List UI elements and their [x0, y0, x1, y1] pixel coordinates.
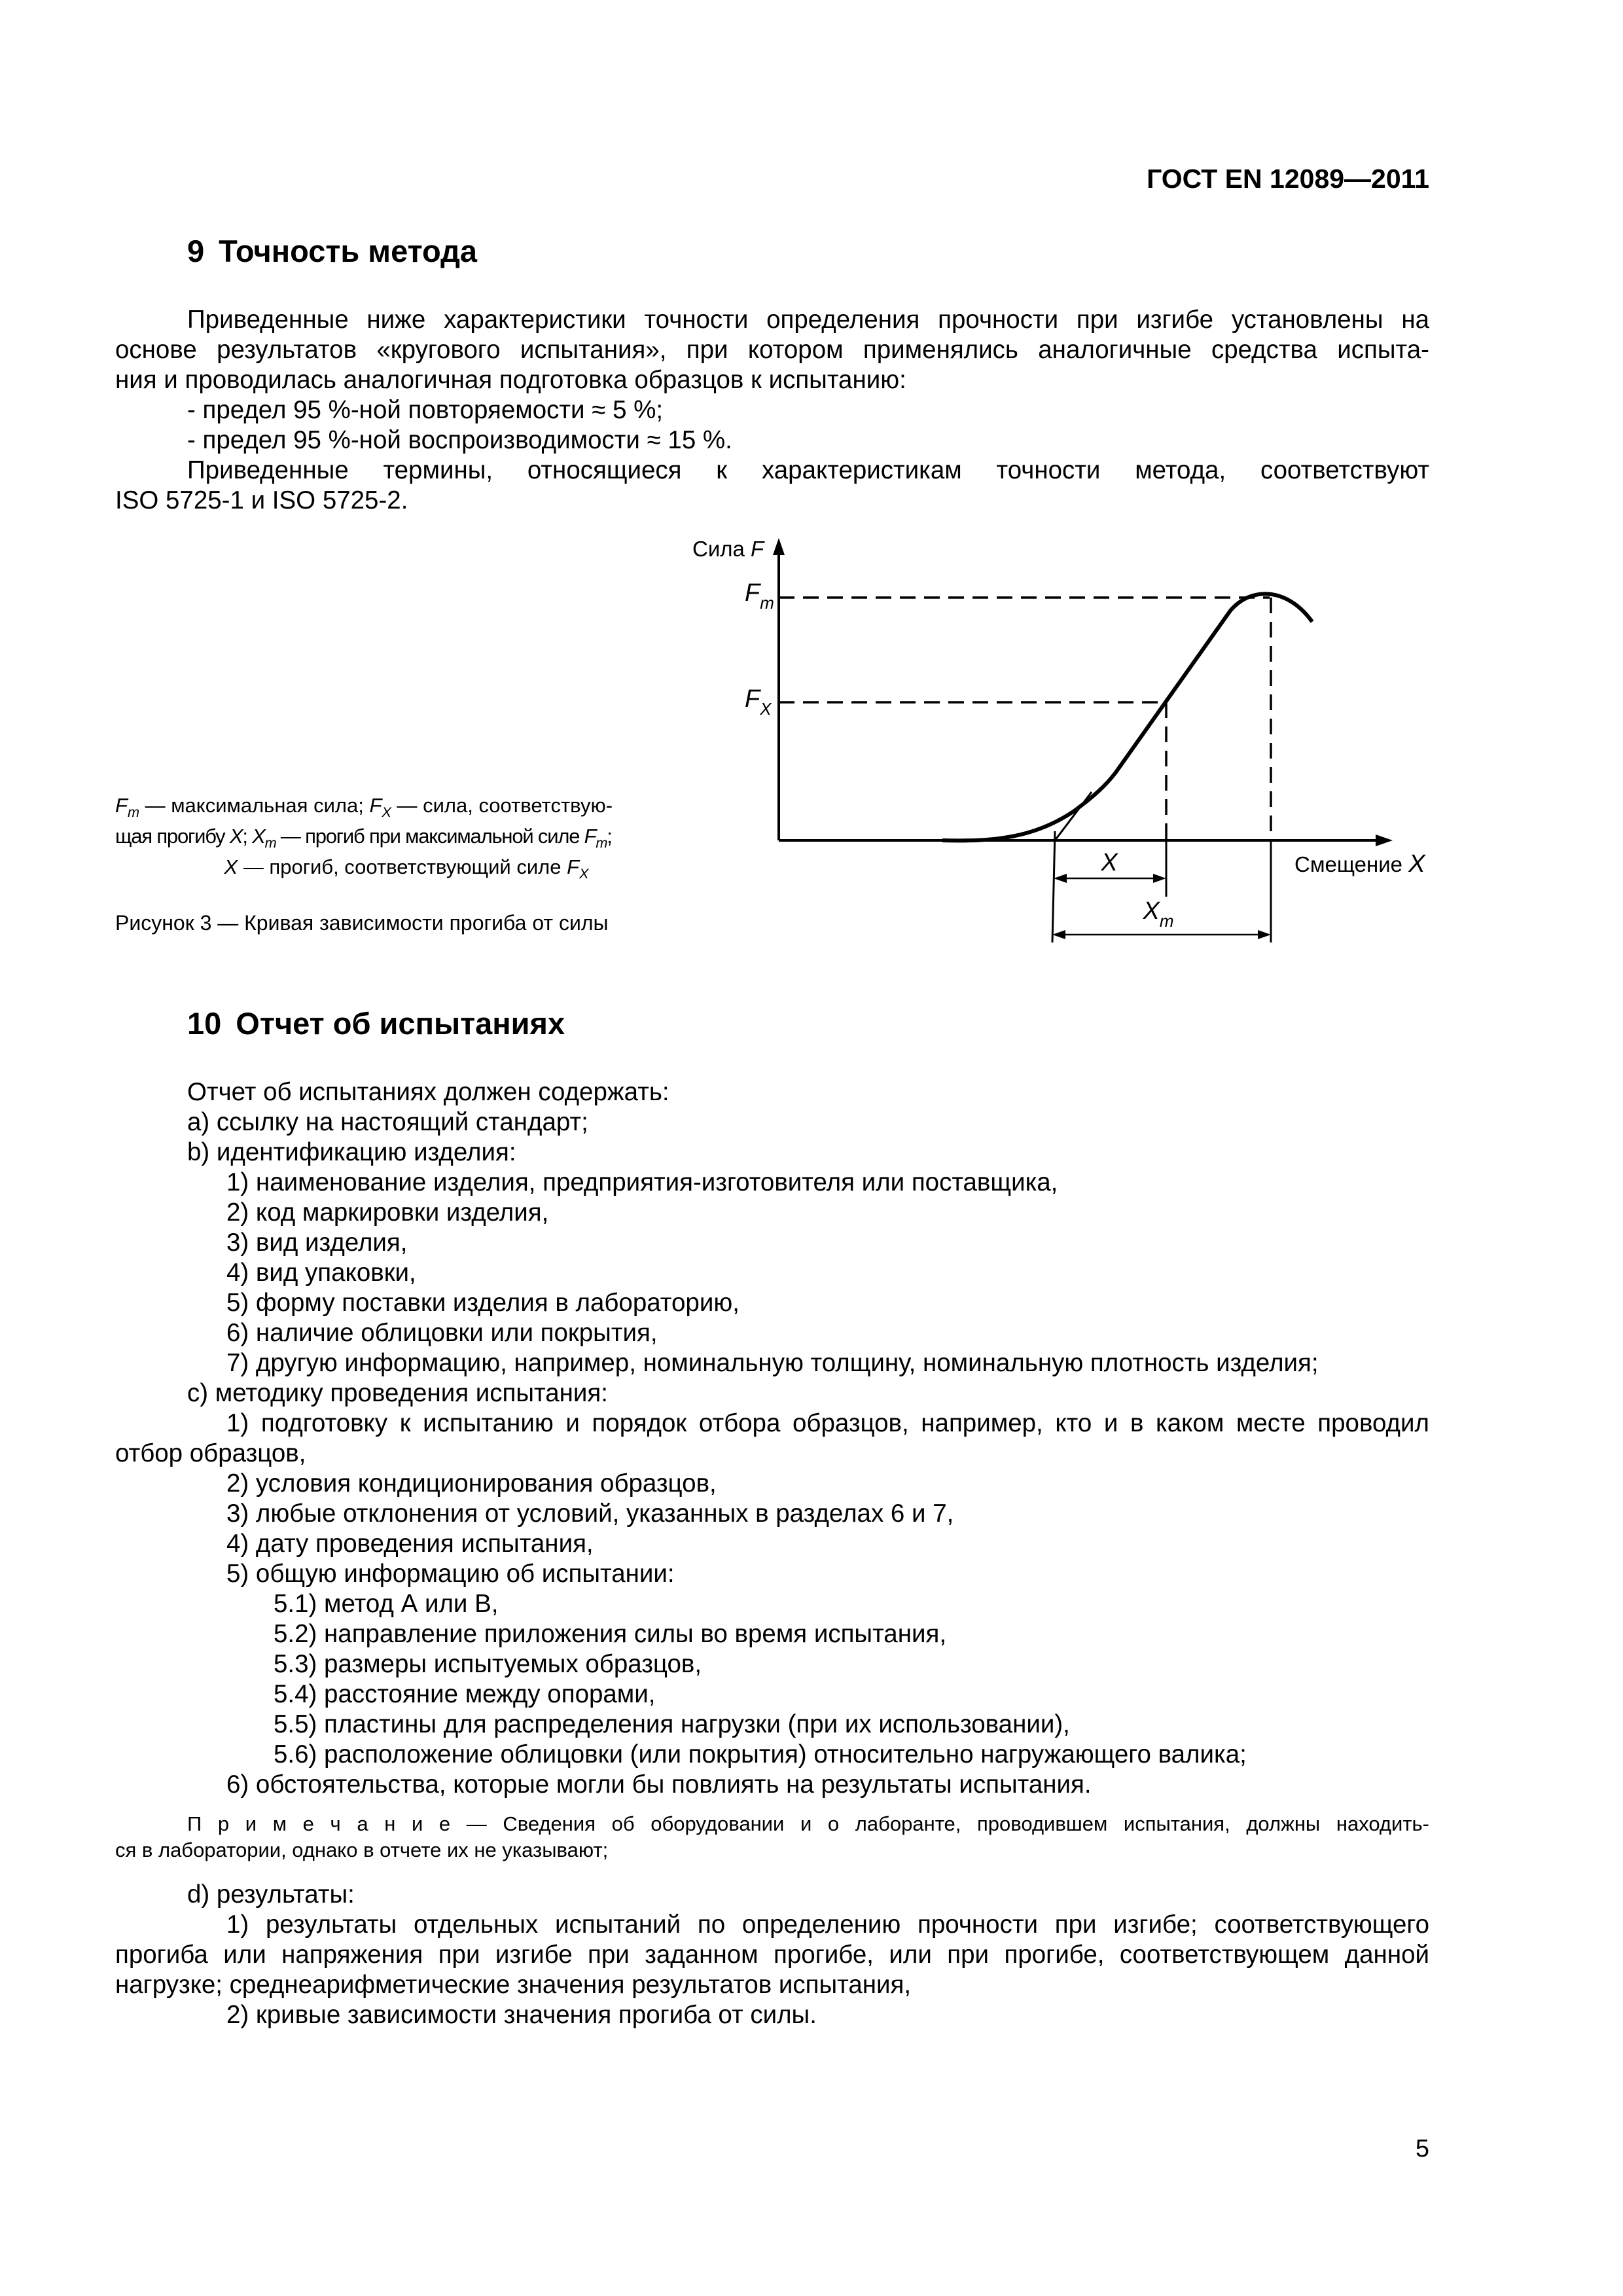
s10-item-c5-5: 5.5) пластины для распределения нагрузки (при их использовании), [274, 1710, 1070, 1738]
s10-item-d: d) результаты: [187, 1880, 355, 1909]
section-10-number: 10 [187, 1006, 222, 1041]
s9-item-repeatability: - предел 95 %-ной повторяемости ≈ 5 %; [187, 396, 664, 424]
s10-item-c4: 4) дату проведения испытания, [226, 1530, 594, 1558]
legend-line-1: $F_m$ — максимальная сила; $F_X$ — сила, соответствую- [115, 794, 613, 821]
s10-item-d1-line1: 1) результаты отдельных испытаний по определению прочности при изгибе; соответствующего [226, 1910, 1429, 1939]
section-9-heading [187, 233, 477, 269]
s10-item-b6: 6) наличие облицовки или покрытия, [226, 1319, 658, 1347]
s10-item-d1-line3: нагрузке; среднеарифметические значения результатов испытания, [115, 1971, 912, 1999]
s9-p1-line1: Приведенные ниже характеристики точности определения прочности при изгибе установлены на [187, 306, 1429, 334]
s10-item-c3: 3) любые отклонения от условий, указанных в разделах 6 и 7, [226, 1499, 954, 1528]
s10-item-b5: 5) форму поставки изделия в лабораторию, [226, 1289, 740, 1317]
s10-note-line1 [187, 1812, 1429, 1837]
x-dimension-arrow-left [1054, 874, 1067, 883]
xm-dimension-arrow-right [1258, 930, 1271, 939]
x-axis-arrow [1376, 834, 1393, 846]
s10-item-d2: 2) кривые зависимости значения прогиба от силы. [226, 2001, 817, 2029]
s10-item-c: c) методику проведения испытания: [187, 1379, 608, 1407]
origin-extension-line [1052, 831, 1055, 942]
s10-item-c5-4: 5.4) расстояние между опорами, [274, 1680, 656, 1708]
s10-item-c5-2: 5.2) направление приложения силы во время испытания, [274, 1620, 947, 1648]
s10-item-b7: 7) другую информацию, например, номинальную толщину, номинальную плотность изделия; [226, 1349, 1319, 1377]
s10-item-a: а) ссылку на настоящий стандарт; [187, 1108, 588, 1136]
s10-item-c2: 2) условия кондиционирования образцов, [226, 1469, 717, 1498]
standard-code: ГОСТ EN 12089—2011 [1147, 164, 1429, 194]
xm-dimension-label: $X_m$ [1143, 897, 1174, 931]
note-label: П р и м е ч а н и е [187, 1812, 451, 1835]
x-axis-label: Смещение X [1294, 850, 1425, 878]
s10-item-c1-line2: отбор образцов, [115, 1439, 306, 1467]
s10-intro: Отчет об испытаниях должен содержать: [187, 1078, 669, 1106]
s9-p1-line3: ния и проводилась аналогичная подготовка образцов к испытанию: [115, 366, 906, 394]
s9-item-reproducibility: - предел 95 %-ной воспроизводимости ≈ 15 %. [187, 426, 732, 454]
s10-item-b2: 2) код маркировки изделия, [226, 1198, 549, 1227]
section-10-heading [187, 1005, 565, 1041]
s10-item-d1-line2: прогиба или напряжения при изгибе при заданном прогибе, или при прогибе, соответствующем данной [115, 1941, 1429, 1969]
s10-item-b3: 3) вид изделия, [226, 1229, 408, 1257]
s10-item-c5-1: 5.1) метод А или В, [274, 1590, 499, 1618]
figure-legend [115, 793, 698, 886]
fx-label: $F_X$ [745, 685, 772, 719]
s9-p1-line2: основе результатов «кругового испытания», при котором применялись аналогичные средства испыта- [115, 336, 1429, 364]
note-line1-text: — Сведения об оборудовании и о лаборанте, проводившем испытания, должны находить- [450, 1812, 1429, 1835]
force-deflection-figure [654, 524, 1459, 956]
fm-label: $F_m$ [745, 579, 774, 613]
s9-p2-line2: ISO 5725-1 и ISO 5725-2. [115, 486, 408, 514]
x-dimension-label: X [1101, 849, 1118, 876]
s10-item-c1-line1: 1) подготовку к испытанию и порядок отбора образцов, например, кто и в каком месте проводил [226, 1409, 1429, 1437]
s10-item-c5-3: 5.3) размеры испытуемых образцов, [274, 1650, 702, 1678]
s10-item-c5: 5) общую информацию об испытании: [226, 1560, 675, 1588]
legend-line-2: щая прогибу X; $X_m$ — прогиб при максимальной силе $F_m$; [115, 825, 612, 852]
page-number: 5 [1415, 2135, 1429, 2162]
section-10-title: Отчет об испытаниях [236, 1006, 565, 1041]
s10-item-c5-6: 5.6) расположение облицовки (или покрытия) относительно нагружающего валика; [274, 1740, 1247, 1768]
s10-item-b4: 4) вид упаковки, [226, 1259, 416, 1287]
y-axis-arrow [773, 538, 785, 555]
s9-p2-line1: Приведенные термины, относящиеся к характеристикам точности метода, соответствуют [187, 456, 1429, 484]
y-axis-label: Сила F [692, 537, 764, 561]
legend-line-3: X — прогиб, соответствующий силе $F_X$ [224, 855, 589, 882]
s10-item-c6: 6) обстоятельства, которые могли бы повлиять на результаты испытания. [226, 1770, 1092, 1799]
figure-caption: Рисунок 3 — Кривая зависимости прогиба от силы [115, 911, 609, 935]
xm-dimension-arrow-left [1052, 930, 1065, 939]
s10-note-line2: ся в лаборатории, однако в отчете их не указывают; [115, 1839, 609, 1861]
x-dimension-arrow-right [1153, 874, 1166, 883]
s10-item-b: b) идентификацию изделия: [187, 1138, 516, 1166]
force-deflection-curve [942, 594, 1312, 840]
s10-item-b1: 1) наименование изделия, предприятия-изготовителя или поставщика, [226, 1168, 1058, 1196]
section-9-title: Точность метода [219, 234, 478, 268]
section-9-number: 9 [187, 234, 205, 268]
